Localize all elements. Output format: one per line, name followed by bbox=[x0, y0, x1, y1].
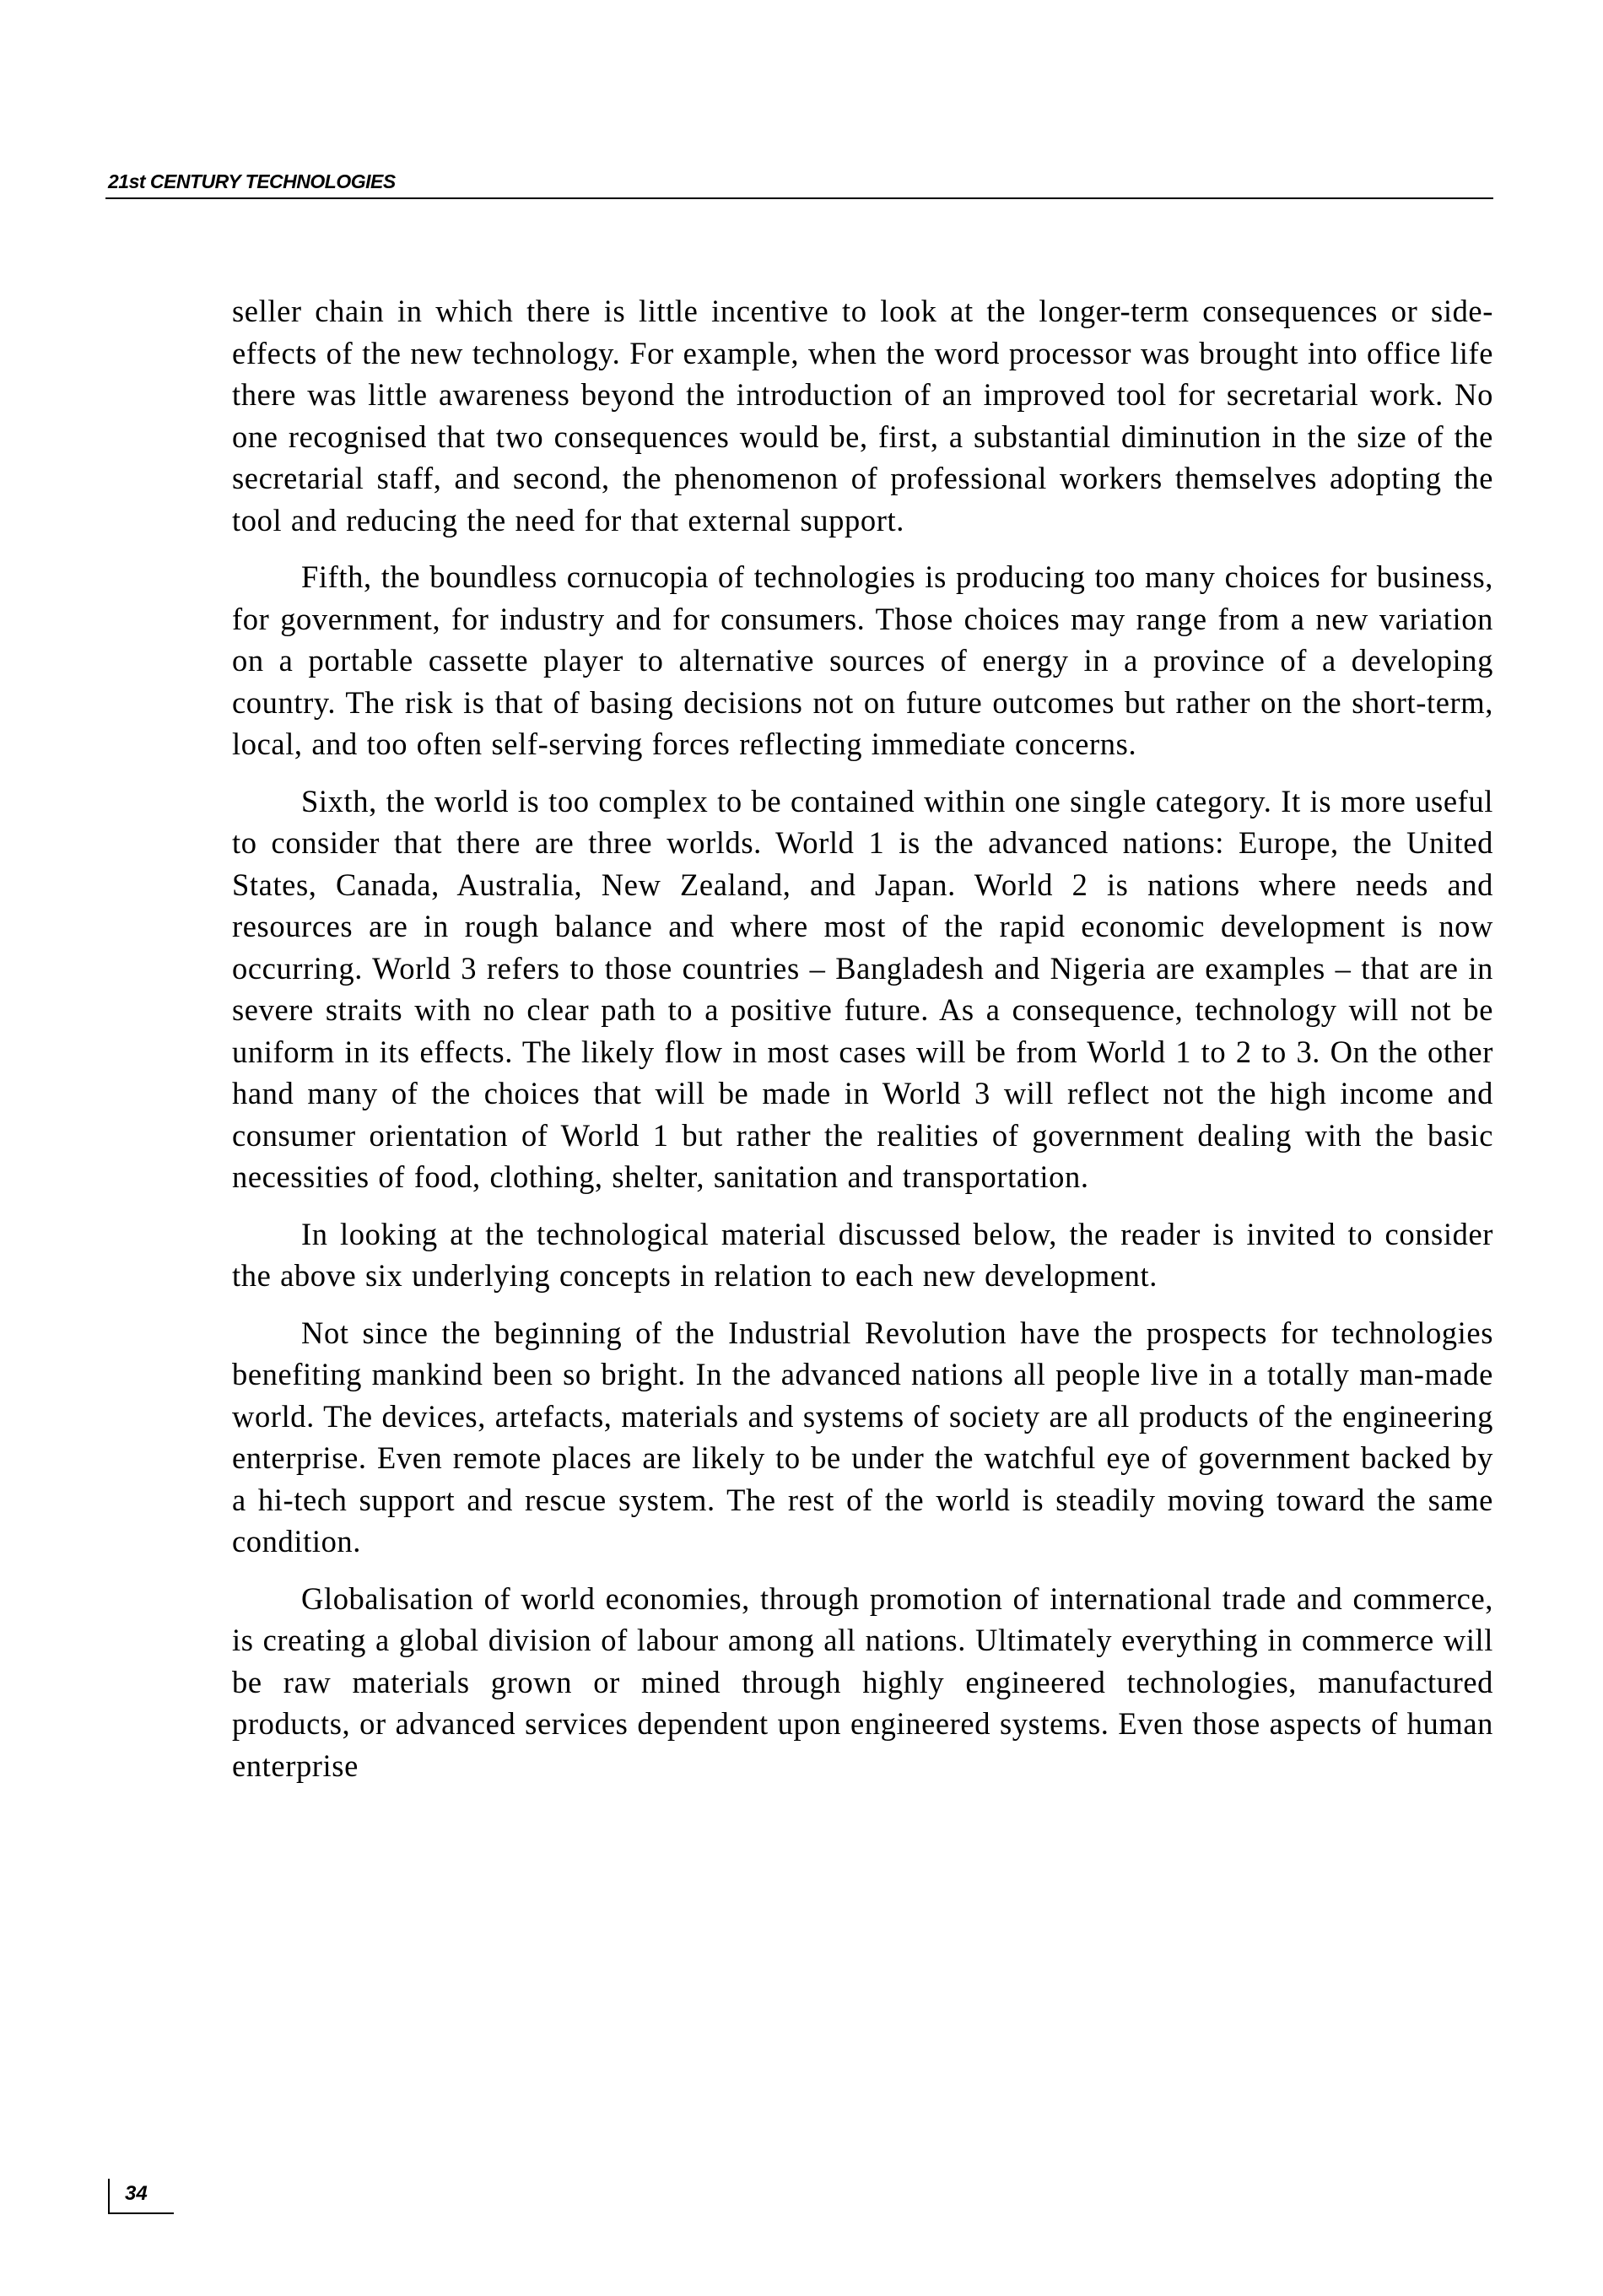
paragraph-globalisation: Globalisation of world economies, through promotion of international trade and commerce, is creating a global division of labour among all nations. Ultimately everything in commerce will be raw materials grown or mined through highly engineered technologies, manufactured products, or advanced services dependent upon engineered systems. Even those aspects of human enterprise bbox=[232, 1580, 1493, 1783]
paragraph-fifth-concept: Fifth, the boundless cornucopia of technologies is producing too many choices for business, for government, for industry and for consumers. Those choices may range from a new variation on a portable cassette player to alternative sources of energy in a province of a developing country. The risk is that of basing decisions not on future outcomes but rather on the short-term, local, and too often self-serving forces reflecting immediate concerns. bbox=[232, 559, 1493, 761]
paragraph-continuation: seller chain in which there is little incentive to look at the longer-term consequences or side-effects of the new technology. For example, when the word processor was brought into office life there was little awareness beyond the introduction of an improved tool for secretarial work. No one recognised that two consequences would be, first, a substantial diminution in the size of the secretarial staff, and second, the phenomenon of professional workers themselves adopting the tool and reducing the need for that external support. bbox=[232, 294, 1493, 538]
paragraph-sixth-concept: Sixth, the world is too complex to be contained within one single category. It is more useful to consider that there are three worlds. World 1 is the advanced nations: Europe, the United States, Canada, Australia, New Zealand, and Japan. World 2 is nations where needs and resources are in rough balance and where most of the rapid economic development is now occurring. World 3 refers to those countries – Bangladesh and Nigeria are examples – that are in severe straits with no clear path to a positive future. As a consequence, technology will not be uniform in its effects. The likely flow in most cases will be from World 1 to 2 to 3. On the other hand many of the choices that will be made in World 3 will reflect not the high income and consumer orientation of World 1 but rather the realities of government dealing with the basic necessities of food, clothing, shelter, sanitation and transportation. bbox=[232, 783, 1493, 1194]
body-text bbox=[232, 290, 1493, 1802]
page-number-box bbox=[108, 2179, 174, 2214]
running-title: 21st CENTURY TECHNOLOGIES bbox=[108, 170, 396, 192]
running-header bbox=[105, 167, 1493, 199]
paragraph-reader-invitation: In looking at the technological material discussed below, the reader is invited to consider the above six underlying concepts in relation to each new development. bbox=[232, 1216, 1493, 1293]
paragraph-industrial-revolution: Not since the beginning of the Industrial Revolution have the prospects for technologies benefiting mankind been so bright. In the advanced nations all people live in a totally man-made world. The devices, artefacts, materials and systems of society are all products of the engineering enterprise. Even remote places are likely to be under the watchful eye of government backed by a hi-tech support and rescue system. The rest of the world is steadily moving toward the same condition. bbox=[232, 1315, 1493, 1559]
page-number: 34 bbox=[125, 2182, 148, 2205]
